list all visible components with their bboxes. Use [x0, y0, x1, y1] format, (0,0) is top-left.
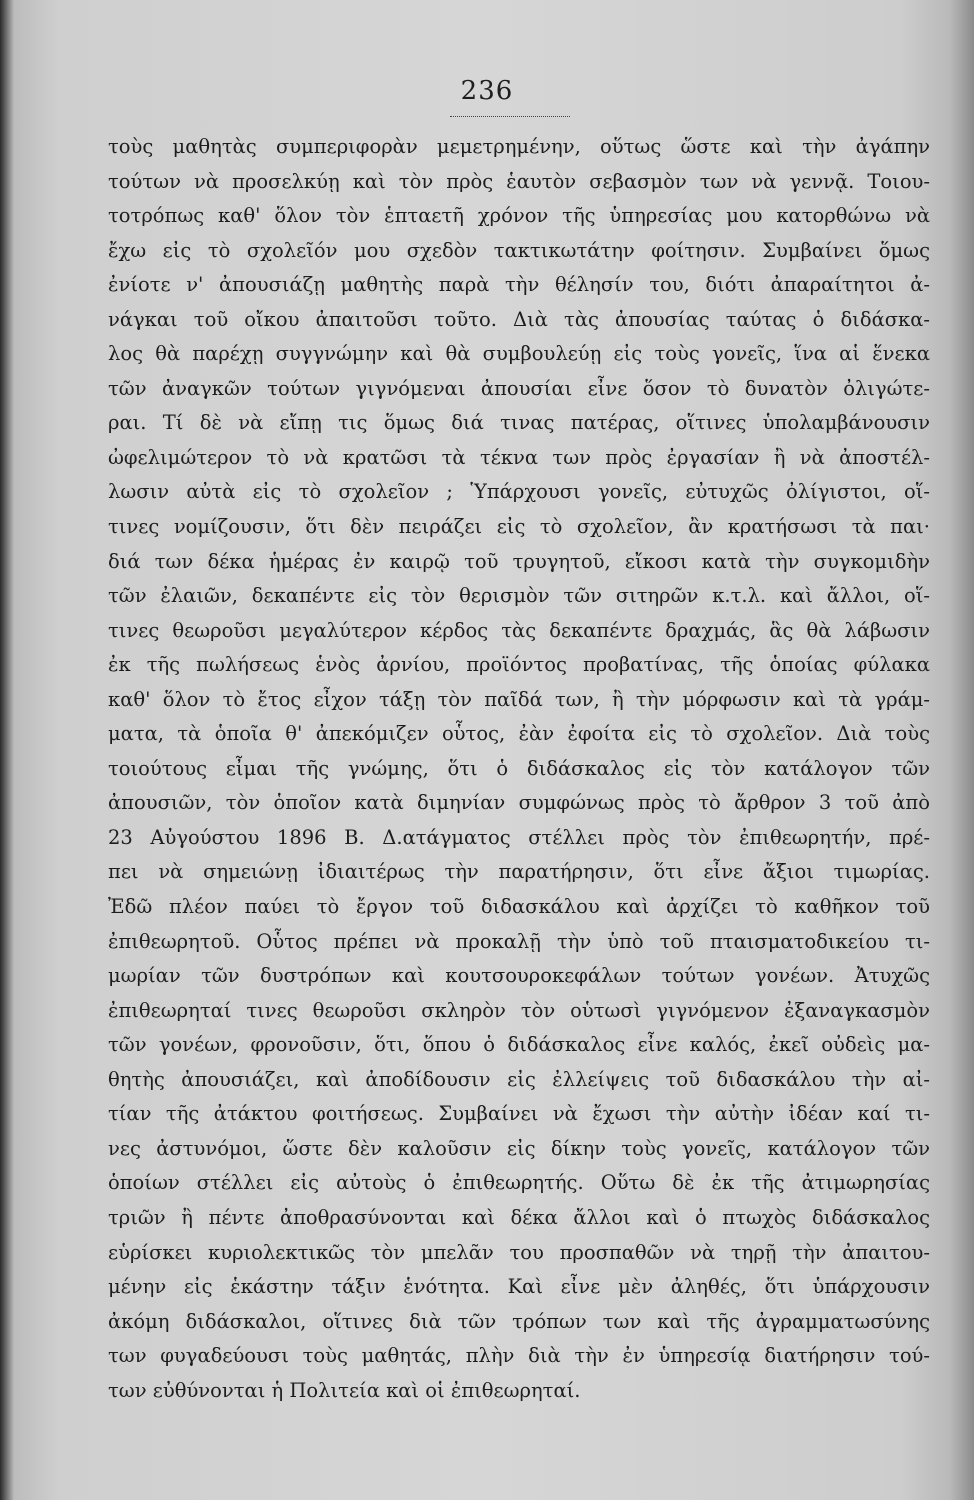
text-line: διά των δέκα ἡμέρας ἐν καιρῷ τοῦ τρυγητοῦ, εἴκοσι κατὰ τὴν συγκομιδὴν	[108, 549, 930, 573]
text-line: τινες νομίζουσιν, ὅτι δὲν πειράζει εἰς τὸ σχολεῖον, ἂν κρατήσωσι τὰ παι·	[108, 515, 930, 539]
text-line: πει νὰ σημειώνῃ ἰδιαιτέρως τὴν παρατήρησιν, ὅτι εἶνε ἄξιοι τιμωρίας.	[108, 860, 930, 884]
text-line: τῶν ἀναγκῶν τούτων γιγνόμεναι ἀπουσίαι εἶνε ὅσον τὸ δυνατὸν ὀλιγώτε-	[108, 376, 930, 400]
text-line: ἔχω εἰς τὸ σχολεῖόν μου σχεδὸν τακτικωτάτην φοίτησιν. Συμβαίνει ὅμως	[108, 238, 930, 262]
page-number-rule	[450, 116, 570, 117]
text-line: ὠφελιμώτερον τὸ νὰ κρατῶσι τὰ τέκνα των πρὸς ἐργασίαν ἢ νὰ ἀποστέλ-	[108, 445, 930, 469]
text-line: των φυγαδεύουσι τοὺς μαθητάς, πλὴν διὰ τὴν ἐν ὑπηρεσίᾳ διατήρησιν τού-	[108, 1344, 930, 1368]
text-line: ραι. Τί δὲ νὰ εἴπῃ τις ὅμως διά τινας πατέρας, οἵτινες ὑπολαμβάνουσιν	[108, 411, 930, 435]
text-line: τῶν γονέων, φρονοῦσιν, ὅτι, ὅπου ὁ διδάσκαλος εἶνε καλός, ἐκεῖ οὐδεὶς μα-	[108, 1033, 930, 1057]
page-number: 236	[460, 76, 514, 106]
text-line: τοτρόπως καθ' ὅλον τὸν ἑπταετῆ χρόνον τῆς ὑπηρεσίας μου κατορθώνω νὰ	[108, 204, 930, 228]
text-line: τριῶν ἢ πέντε ἀποθρασύνονται καὶ δέκα ἄλλοι καὶ ὁ πτωχὸς διδάσκαλος	[108, 1205, 930, 1229]
text-line: λος θὰ παρέχῃ συγγνώμην καὶ θὰ συμβουλεύῃ εἰς τοὺς γονεῖς, ἵνα αἱ ἕνεκα	[108, 342, 930, 366]
text-line: τοιούτους εἶμαι τῆς γνώμης, ὅτι ὁ διδάσκαλος εἰς τὸν κατάλογον τῶν	[108, 756, 930, 780]
text-line: εὑρίσκει κυριολεκτικῶς τὸν μπελᾶν του προσπαθῶν νὰ τηρῇ τὴν ἀπαιτου-	[108, 1240, 930, 1264]
text-line: νάγκαι τοῦ οἴκου ἀπαιτοῦσι τοῦτο. Διὰ τὰς ἀπουσίας ταύτας ὁ διδάσκα-	[108, 307, 930, 331]
text-line: ἐπιθεωρηταί τινες θεωροῦσι σκληρὸν τὸν οὑτωσὶ γιγνόμενον ἐξαναγκασμὸν	[108, 998, 930, 1022]
text-line: μωρίαν τῶν δυστρόπων καὶ κουτσουροκεφάλων τούτων γονέων. Ἀτυχῶς	[108, 964, 930, 988]
text-line: νες ἀστυνόμοι, ὥστε δὲν καλοῦσιν εἰς δίκην τοὺς γονεῖς, κατάλογον τῶν	[108, 1136, 930, 1160]
body-text	[108, 130, 930, 1408]
text-line: τούτων νὰ προσελκύῃ καὶ τὸν πρὸς ἑαυτὸν σεβασμὸν των νὰ γεννᾷ. Τοιου-	[108, 169, 930, 193]
text-line: ὁποίων στέλλει εἰς αὐτοὺς ὁ ἐπιθεωρητής. Οὕτω δὲ ἐκ τῆς ἀτιμωρησίας	[108, 1171, 930, 1195]
text-line: θητὴς ἀπουσιάζει, καὶ ἀποδίδουσιν εἰς ἐλλείψεις τοῦ διδασκάλου τὴν αἰ-	[108, 1067, 930, 1091]
text-line: τίαν τῆς ἀτάκτου φοιτήσεως. Συμβαίνει νὰ ἔχωσι τὴν αὐτὴν ἰδέαν καί τι-	[108, 1102, 930, 1126]
text-line: λωσιν αὐτὰ εἰς τὸ σχολεῖον ; Ὑπάρχουσι γονεῖς, εὐτυχῶς ὀλίγιστοι, οἵ-	[108, 480, 930, 504]
text-line: τινες θεωροῦσι μεγαλύτερον κέρδος τὰς δεκαπέντε δραχμάς, ἃς θὰ λάβωσιν	[108, 618, 930, 642]
text-line: μένην εἰς ἑκάστην τάξιν ἑνότητα. Καὶ εἶνε μὲν ἀληθές, ὅτι ὑπάρχουσιν	[108, 1275, 930, 1299]
text-line: 23 Αὐγούστου 1896 Β. Δ.ατάγματος στέλλει πρὸς τὸν ἐπιθεωρητήν, πρέ-	[108, 825, 930, 849]
text-line: ἐκ τῆς πωλήσεως ἑνὸς ἀρνίου, προϊόντος προβατίνας, τῆς ὁποίας φύλακα	[108, 653, 930, 677]
text-line: ἀπουσιῶν, τὸν ὁποῖον κατὰ διμηνίαν συμφώνως πρὸς τὸ ἄρθρον 3 τοῦ ἀπὸ	[108, 791, 930, 815]
text-line-last: των εὐθύνονται ἡ Πολιτεία καὶ οἱ ἐπιθεωρηταί.	[108, 1378, 581, 1402]
text-line: ἀκόμη διδάσκαλοι, οἵτινες διὰ τῶν τρόπων των καὶ τῆς ἀγραμματωσύνης	[108, 1309, 930, 1333]
text-line: τοὺς μαθητὰς συμπεριφορὰν μεμετρημένην, οὕτως ὥστε καὶ τὴν ἀγάπην	[108, 135, 930, 158]
text-line: ἐπιθεωρητοῦ. Οὗτος πρέπει νὰ προκαλῇ τὴν ὑπὸ τοῦ πταισματοδικείου τι-	[108, 929, 930, 953]
text-line: τῶν ἐλαιῶν, δεκαπέντε εἰς τὸν θερισμὸν τῶν σιτηρῶν κ.τ.λ. καὶ ἄλλοι, οἵ-	[108, 584, 930, 608]
text-line: ματα, τὰ ὁποῖα θ' ἀπεκόμιζεν οὗτος, ἐὰν ἐφοίτα εἰς τὸ σχολεῖον. Διὰ τοὺς	[108, 722, 930, 746]
text-line: ἐνίοτε ν' ἀπουσιάζῃ μαθητὴς παρὰ τὴν θέλησίν του, διότι ἀπαραίτητοι ἀ-	[108, 273, 930, 297]
text-line: καθ' ὅλον τὸ ἔτος εἶχον τάξῃ τὸν παῖδά των, ἢ τὴν μόρφωσιν καὶ τὰ γράμ-	[108, 687, 930, 711]
text-line: Ἐδῶ πλέον παύει τὸ ἔργον τοῦ διδασκάλου καὶ ἀρχίζει τὸ καθῆκον τοῦ	[108, 895, 930, 919]
